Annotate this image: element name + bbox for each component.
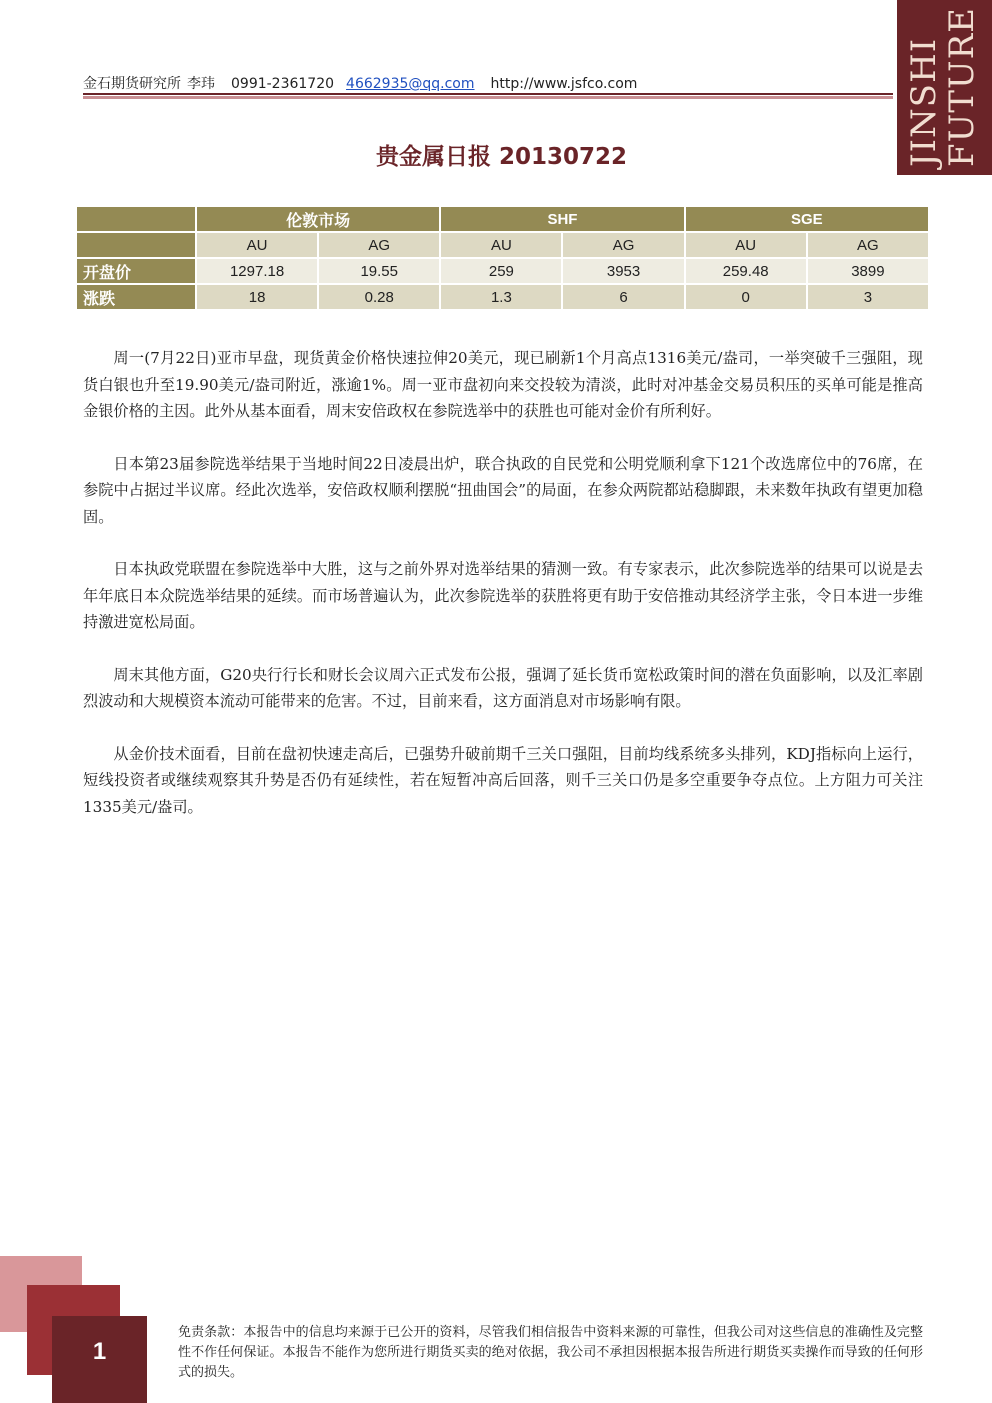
table-cell: 0	[686, 285, 806, 309]
brand-line-1: JINSHI	[904, 37, 944, 167]
table-row-open-price	[77, 259, 928, 283]
table-cell: 18	[197, 285, 317, 309]
corner-cell-2	[77, 233, 195, 257]
table-cell: 6	[563, 285, 683, 309]
market-header-london: 伦敦市场	[197, 207, 439, 231]
row-label: 开盘价	[77, 259, 195, 283]
market-header-sge: SGE	[686, 207, 928, 231]
table-cell: 1297.18	[197, 259, 317, 283]
metal-header-cell: AU	[686, 233, 806, 257]
header-divider-accent	[83, 96, 893, 99]
metal-header-row	[77, 233, 928, 257]
metal-header-cell: AU	[441, 233, 561, 257]
corner-cell	[77, 207, 195, 231]
paragraph: 从金价技术面看，目前在盘初快速走高后，已强势升破前期千三关口强阻，目前均线系统多头排列，KDJ指标向上运行，短线投资者或继续观察其升势是否仍有延续性，若在短暂冲高后回落，则千三关口仍是多空重要争夺点位。上方阻力可关注1335美元/盎司。	[83, 744, 923, 816]
disclaimer: 免责条款：本报告中的信息均来源于已公开的资料，尽管我们相信报告中资料来源的可靠性，但我公司对这些信息的准确性及完整性不作任何保证。本报告不能作为您所进行期货买卖的绝对依据，我公司不承担因根据本报告所进行期货买卖操作而导致的任何形式的损失。	[178, 1325, 923, 1380]
metal-header-cell: AG	[319, 233, 439, 257]
table-row-change	[77, 285, 928, 309]
table-cell: 3	[808, 285, 928, 309]
header-phone: 0991-2361720	[231, 76, 335, 92]
table-cell: 259	[441, 259, 561, 283]
header-author: 李玮	[187, 76, 215, 92]
page-header	[83, 73, 898, 93]
metal-header-cell: AU	[197, 233, 317, 257]
market-header-shf: SHF	[441, 207, 683, 231]
header-divider	[83, 93, 893, 95]
paragraph: 周末其他方面，G20央行行长和财长会议周六正式发布公报，强调了延长货币宽松政策时间的潜在负面影响，以及汇率剧烈波动和大规模资本流动可能带来的危害。不过，目前来看，这方面消息对市场影响有限。	[83, 665, 923, 710]
paragraph: 周一(7月22日)亚市早盘，现货黄金价格快速拉伸20美元，现已刷新1个月高点1316美元/盎司，一举突破千三强阻，现货白银也升至19.90美元/盎司附近，涨逾1%。周一亚市盘初向来交投较为清淡，此时对冲基金交易员积压的买单可能是推高金银价格的主因。此外从基本面看，周末安倍政权在参院选举中的获胜也可能对金价有所利好。	[83, 349, 923, 420]
page-title: 贵金属日报 20130722	[375, 144, 628, 170]
table-cell: 19.55	[319, 259, 439, 283]
table-cell: 3953	[563, 259, 683, 283]
brand-line-2: FUTURE	[942, 7, 982, 167]
table-cell: 0.28	[319, 285, 439, 309]
market-header-row	[77, 207, 928, 231]
article-body	[83, 345, 923, 846]
paragraph: 日本第23届参院选举结果于当地时间22日凌晨出炉，联合执政的自民党和公明党顺利拿下121个改选席位中的76席，在参院中占据过半议席。经此次选举，安倍政权顺利摆脱“扭曲国会”的局面，在参众两院都站稳脚跟，未来数年执政有望更加稳固。	[83, 454, 923, 526]
table-cell: 259.48	[686, 259, 806, 283]
paragraph: 日本执政党联盟在参院选举中大胜，这与之前外界对选举结果的猜测一致。有专家表示，此次参院选举的结果可以说是去年年底日本众院选举结果的延续。而市场普遍认为，此次参院选举的获胜将更有助于安倍推动其经济学主张，令日本进一步维持激进宽松局面。	[83, 560, 923, 631]
header-email-link[interactable]: 4662935@qq.com	[346, 76, 475, 92]
header-website-link[interactable]: http://www.jsfco.com	[490, 76, 638, 92]
table-cell: 3899	[808, 259, 928, 283]
page-number: 1	[92, 1338, 107, 1365]
header-org: 金石期货研究所	[83, 76, 181, 92]
price-table	[75, 205, 930, 311]
metal-header-cell: AG	[563, 233, 683, 257]
metal-header-cell: AG	[808, 233, 928, 257]
table-cell: 1.3	[441, 285, 561, 309]
row-label: 涨跌	[77, 285, 195, 309]
